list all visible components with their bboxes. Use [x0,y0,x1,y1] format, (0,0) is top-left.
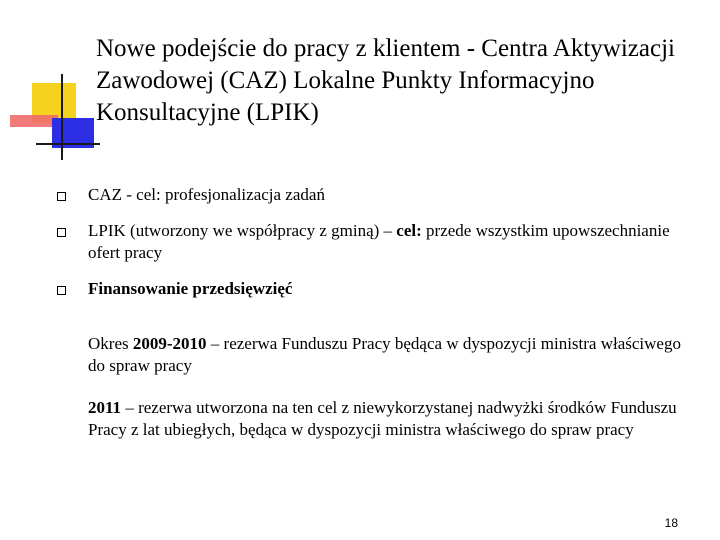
paragraph-bold-text: 2009-2010 [132,334,207,353]
bullet-item-caz [56,184,696,206]
page-number: 18 [664,516,678,530]
logo-red-bar [10,115,58,127]
bullet-item-financing [56,278,696,300]
square-bullet-icon [57,192,66,201]
square-bullet-icon [57,286,66,295]
paragraph-text: – rezerwa Funduszu Pracy będąca w dyspozycji ministra właściwego do spraw pracy [88,334,681,375]
paragraph-2011 [88,397,698,441]
logo-horizontal-line [36,143,100,145]
bullet-bold-text: cel: [396,221,422,240]
paragraph-bold-text: 2011 [88,398,122,417]
paragraph-text: Okres [88,334,133,353]
paragraph-2009-2010 [88,333,698,377]
paragraph-text: – rezerwa utworzona na ten cel z niewykorzystanej nadwyżki środków Funduszu Pracy z lat ubiegłych, będąca w dyspozycji ministra właściwego do spraw pracy [88,398,677,439]
bullet-bold-text: Finansowanie przedsięwzięć [88,279,293,298]
bullet-item-lpik [56,220,696,264]
bullet-list [56,184,696,314]
bullet-text: LPIK (utworzony we współpracy z gminą) – [88,221,397,240]
bullet-text: CAZ - cel: profesjonalizacja zadań [88,185,325,204]
logo-vertical-line [61,74,63,160]
slide-title: Nowe podejście do pracy z klientem - Centra Aktywizacji Zawodowej (CAZ) Lokalne Punkty Informacyjno Konsultacyjne (LPIK) [96,35,675,126]
bullet-text: przede wszystkim upowszechnianie ofert pracy [88,221,670,262]
decorative-logo [0,0,100,170]
square-bullet-icon [57,228,66,237]
